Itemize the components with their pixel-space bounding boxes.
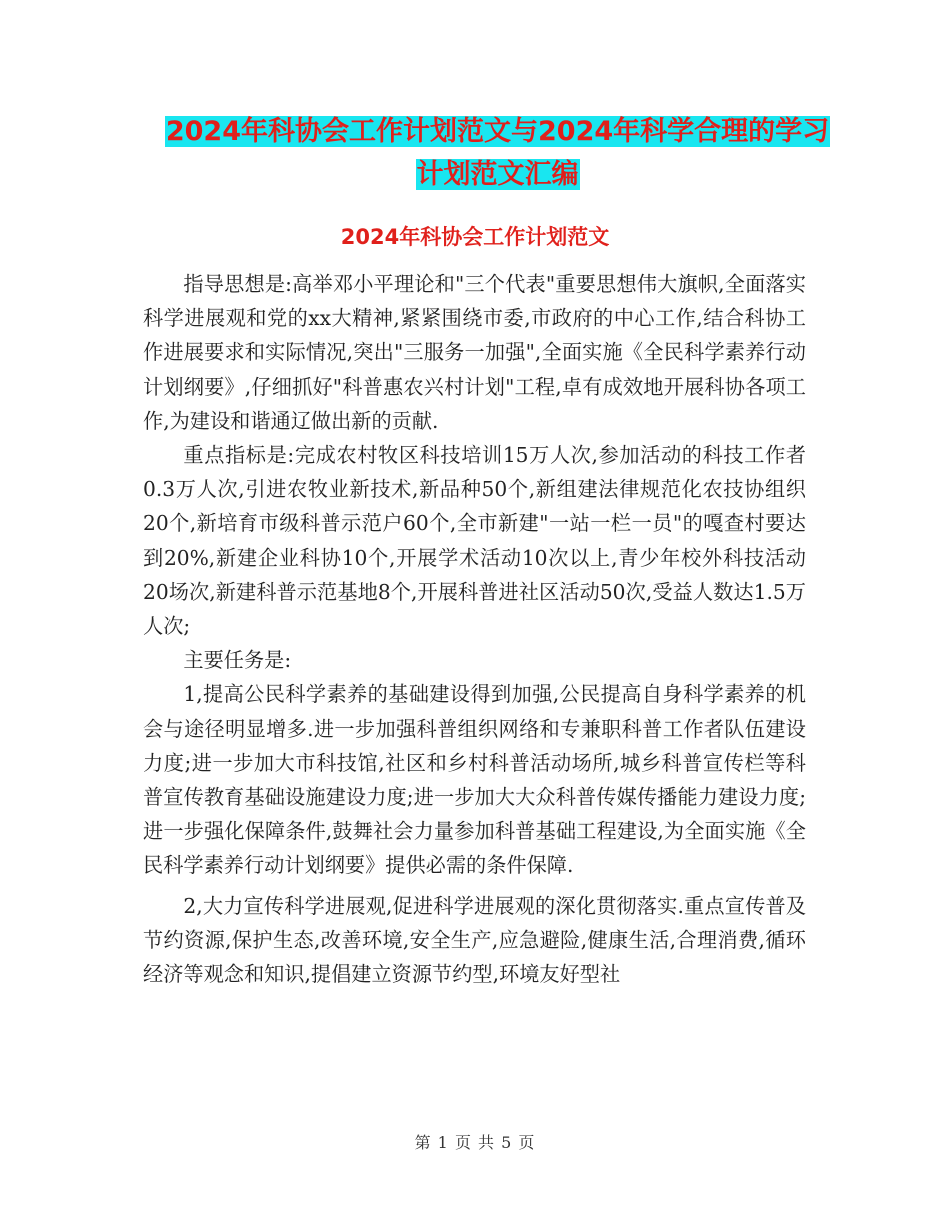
document-title-line2: 计划范文汇编 xyxy=(416,159,579,190)
paragraph-task-1: 1,提高公民科学素养的基础建设得到加强,公民提高自身科学素养的机会与途径明显增多.进一步加强科普组织网络和专兼职科普工作者队伍建设力度;进一步加大市科技馆,社区和乡村科普活动场所,城乡科普宣传栏等科普宣传教育基础设施建设力度;进一步加大大众科普传媒传播能力建设力度;进一步强化保障条件,鼓舞社会力量参加科普基础工程建设,为全面实施《全民科学素养行动计划纲要》提供必需的条件保障. xyxy=(143,682,806,878)
paragraph-main-tasks-heading: 主要任务是: xyxy=(183,648,292,673)
paragraph-key-indicators: 重点指标是:完成农村牧区科技培训15万人次,参加活动的科技工作者0.3万人次,引进农牧业新技术,新品种50个,新组建法律规范化农技协组织20个,新培育市级科普示范户60个,全市新建"一站一栏一员"的嘎查村要达到20%,新建企业科协10个,开展学术活动10次以上,青少年校外科技活动20场次,新建科普示范基地8个,开展科普进社区活动50次,受益人数达1.5万人次; xyxy=(143,443,806,639)
document-title-line1: 2024年科协会工作计划范文与2024年科学合理的学习 xyxy=(165,116,830,147)
document-title xyxy=(120,110,875,196)
paragraph-task-2: 2,大力宣传科学进展观,促进科学进展观的深化贯彻落实.重点宣传普及节约资源,保护生态,改善环境,安全生产,应急避险,健康生活,合理消费,循环经济等观念和知识,提倡建立资源节约型,环境友好型社 xyxy=(143,893,806,987)
document-body xyxy=(143,267,806,991)
page-footer: 第 1 页 共 5 页 xyxy=(414,1133,536,1152)
paragraph-guiding-idea: 指导思想是:高举邓小平理论和"三个代表"重要思想伟大旗帜,全面落实科学进展观和党的xx大精神,紧紧围绕市委,市政府的中心工作,结合科协工作进展要求和实际情况,突出"三服务一加强",全面实施《全民科学素养行动计划纲要》,仔细抓好"科普惠农兴村计划"工程,卓有成效地开展科协各项工作,为建设和谐通辽做出新的贡献. xyxy=(143,272,806,433)
section-title: 2024年科协会工作计划范文 xyxy=(340,225,610,249)
